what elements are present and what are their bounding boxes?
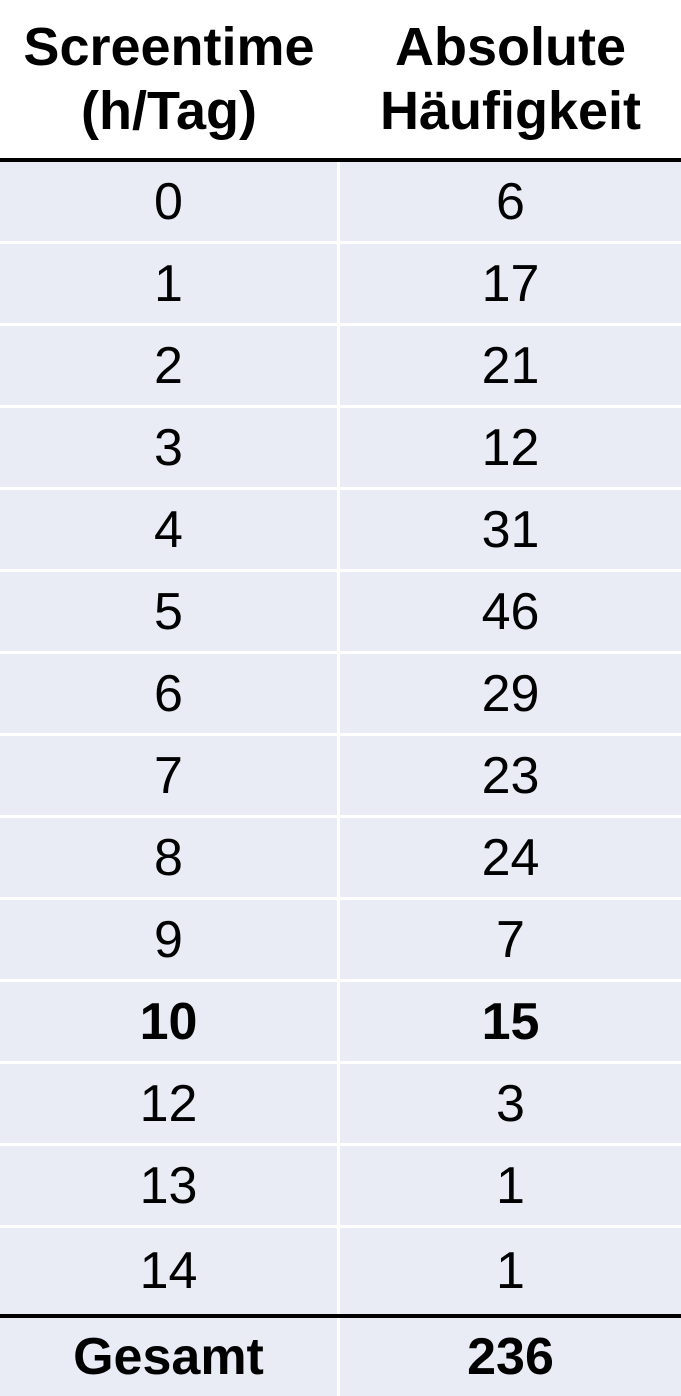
count-cell: 21 bbox=[340, 326, 681, 405]
header-screentime-line2: (h/Tag) bbox=[81, 81, 257, 141]
table-row bbox=[0, 490, 681, 569]
table-row-highlighted bbox=[0, 982, 681, 1061]
count-cell: 23 bbox=[340, 736, 681, 815]
header-frequency-line1: Absolute bbox=[394, 17, 626, 77]
hours-cell: 12 bbox=[0, 1064, 340, 1143]
table-row bbox=[0, 736, 681, 815]
table-row bbox=[0, 818, 681, 897]
count-cell: 17 bbox=[340, 244, 681, 323]
hours-cell: 9 bbox=[0, 900, 340, 979]
hours-cell: 4 bbox=[0, 490, 340, 569]
table-row bbox=[0, 1146, 681, 1225]
count-cell: 24 bbox=[340, 818, 681, 897]
table-row bbox=[0, 326, 681, 405]
table-row bbox=[0, 244, 681, 323]
count-cell: 46 bbox=[340, 572, 681, 651]
hours-cell: 10 bbox=[0, 982, 340, 1061]
hours-cell: 1 bbox=[0, 244, 340, 323]
count-cell: 1 bbox=[340, 1146, 681, 1225]
count-cell: 7 bbox=[340, 900, 681, 979]
table-row bbox=[0, 162, 681, 241]
header-screentime bbox=[0, 0, 340, 158]
total-label: Gesamt bbox=[0, 1318, 340, 1396]
header-screentime-line1: Screentime bbox=[23, 17, 315, 77]
hours-cell: 6 bbox=[0, 654, 340, 733]
table-row bbox=[0, 900, 681, 979]
hours-cell: 0 bbox=[0, 162, 340, 241]
table-row bbox=[0, 408, 681, 487]
count-cell: 15 bbox=[340, 982, 681, 1061]
total-row bbox=[0, 1318, 681, 1396]
hours-cell: 13 bbox=[0, 1146, 340, 1225]
table-row bbox=[0, 1064, 681, 1143]
hours-cell: 14 bbox=[0, 1228, 340, 1314]
count-cell: 1 bbox=[340, 1228, 681, 1314]
table-row bbox=[0, 572, 681, 651]
count-cell: 31 bbox=[340, 490, 681, 569]
count-cell: 3 bbox=[340, 1064, 681, 1143]
hours-cell: 3 bbox=[0, 408, 340, 487]
hours-cell: 7 bbox=[0, 736, 340, 815]
header-row bbox=[0, 0, 681, 158]
count-cell: 12 bbox=[340, 408, 681, 487]
hours-cell: 8 bbox=[0, 818, 340, 897]
table-row bbox=[0, 1228, 681, 1314]
header-absolute-frequency bbox=[340, 0, 681, 158]
total-value: 236 bbox=[340, 1318, 681, 1396]
table-row bbox=[0, 654, 681, 733]
header-frequency-line2: Häufigkeit bbox=[379, 81, 642, 141]
hours-cell: 2 bbox=[0, 326, 340, 405]
count-cell: 29 bbox=[340, 654, 681, 733]
hours-cell: 5 bbox=[0, 572, 340, 651]
count-cell: 6 bbox=[340, 162, 681, 241]
